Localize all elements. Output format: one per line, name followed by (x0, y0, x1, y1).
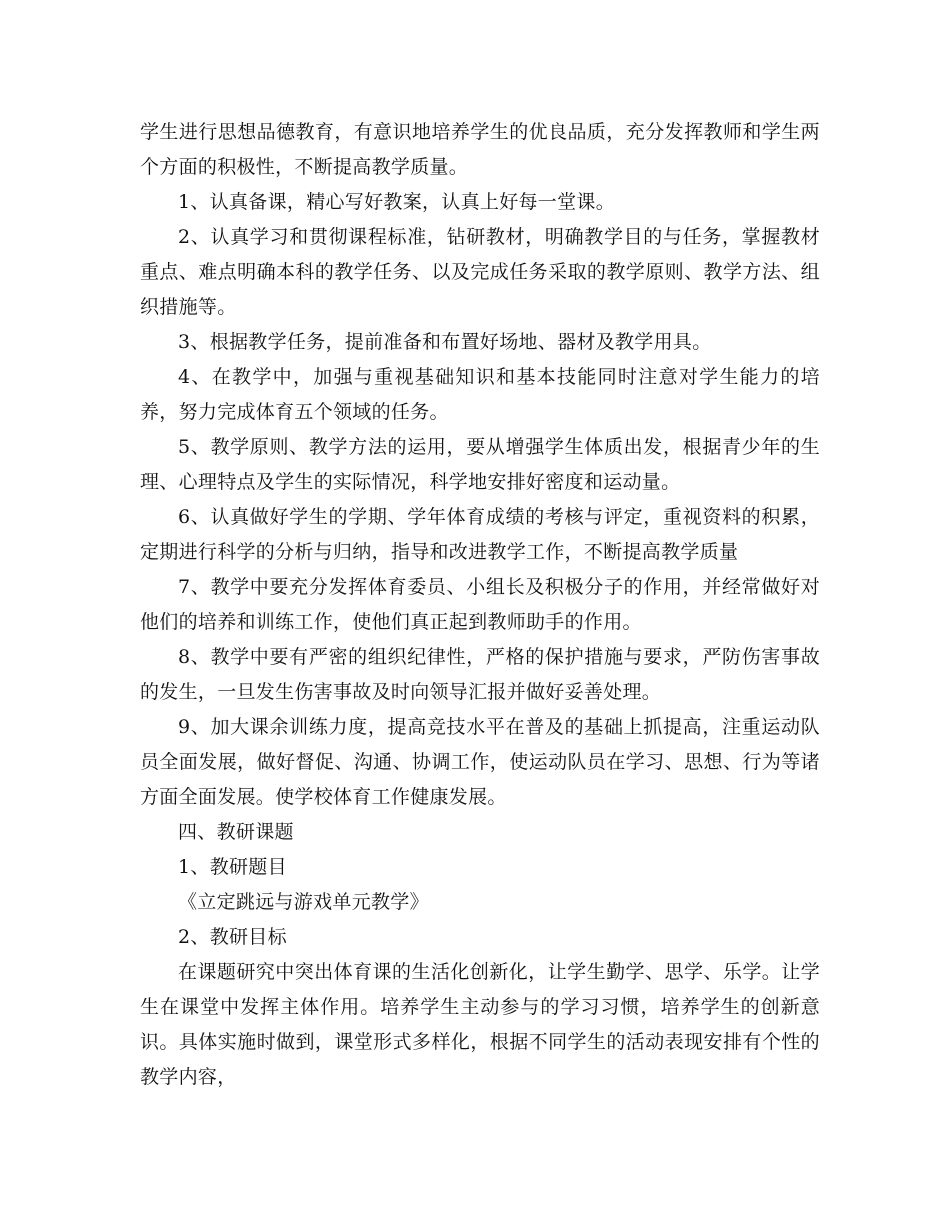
paragraph-continuation: 学生进行思想品德教育，有意识地培养学生的优良品质，充分发挥教师和学生两个方面的积极性，不断提高教学质量。 (140, 121, 820, 178)
document-body (140, 115, 820, 1095)
paragraph-goal: 在课题研究中突出体育课的生活化创新化，让学生勤学、思学、乐学。让学生在课堂中发挥主体作用。培养学生主动参与的学习习惯，培养学生的创新意识。具体实施时做到，课堂形式多样化，根据不同学生的活动表现安排有个性的教学内容， (140, 961, 820, 1088)
section-heading: 四、教研课题 (178, 821, 294, 843)
subheading-goal: 2、教研目标 (178, 926, 287, 948)
paragraph-item-1: 1、认真备课，精心写好教案，认真上好每一堂课。 (178, 191, 615, 213)
paragraph-item-8: 8、教学中要有严密的组织纪律性，严格的保护措施与要求，严防伤害事故的发生，一旦发生伤害事故及时向领导汇报并做好妥善处理。 (140, 646, 820, 703)
topic-title: 《立定跳远与游戏单元教学》 (178, 891, 429, 913)
paragraph-item-3: 3、根据教学任务，提前准备和布置好场地、器材及教学用具。 (178, 331, 712, 353)
subheading-topic: 1、教研题目 (178, 856, 287, 878)
paragraph-item-6: 6、认真做好学生的学期、学年体育成绩的考核与评定，重视资料的积累，定期进行科学的分析与归纳，指导和改进教学工作，不断提高教学质量 (140, 506, 820, 563)
paragraph-item-4: 4、在教学中，加强与重视基础知识和基本技能同时注意对学生能力的培养，努力完成体育五个领域的任务。 (140, 366, 820, 423)
paragraph-item-5: 5、教学原则、教学方法的运用，要从增强学生体质出发，根据青少年的生理、心理特点及学生的实际情况，科学地安排好密度和运动量。 (140, 436, 820, 493)
paragraph-item-2: 2、认真学习和贯彻课程标准，钻研教材，明确教学目的与任务，掌握教材重点、难点明确本科的教学任务、以及完成任务采取的教学原则、教学方法、组织措施等。 (140, 226, 820, 318)
paragraph-item-9: 9、加大课余训练力度，提高竞技水平在普及的基础上抓提高，注重运动队员全面发展，做好督促、沟通、协调工作，使运动队员在学习、思想、行为等诸方面全面发展。使学校体育工作健康发展。 (140, 716, 820, 808)
paragraph-item-7: 7、教学中要充分发挥体育委员、小组长及积极分子的作用，并经常做好对他们的培养和训练工作，使他们真正起到教师助手的作用。 (140, 576, 820, 633)
